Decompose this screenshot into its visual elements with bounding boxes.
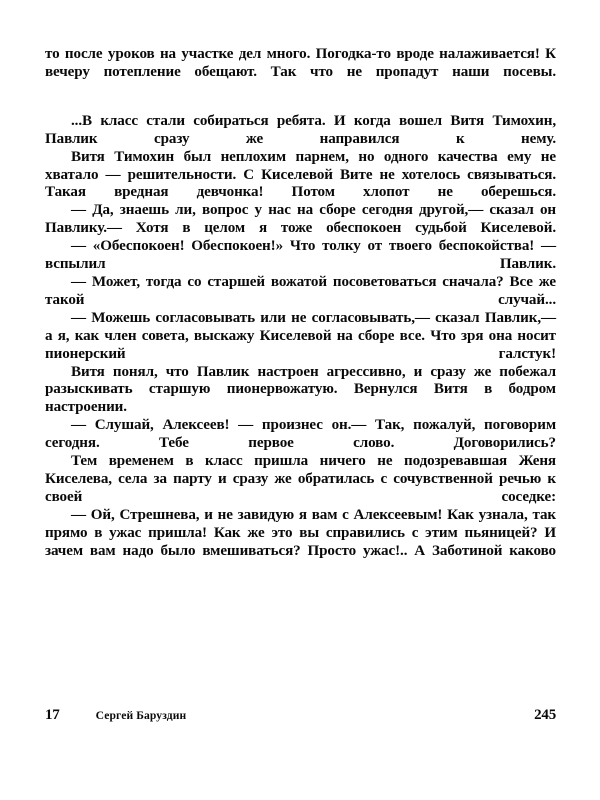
page-footer <box>45 707 556 731</box>
scene-break-spacer <box>45 82 556 113</box>
paragraph: — Может, тогда со старшей вожатой посоветоваться сначала? Все же такой случай... <box>45 273 556 308</box>
signature-number: 17 <box>45 707 60 723</box>
paragraph: Витя Тимохин был неплохим парнем, но одного качества ему не хватало — решительности. С Киселевой Вите не хотелось связываться. Такая вредная девчонка! Потом хлопот не оберешься. <box>45 148 556 201</box>
paragraph: Витя понял, что Павлик настроен агрессивно, и сразу же побежал разыскивать старшую пионервожатую. Вернулся Витя в бодром настроении. <box>45 363 556 416</box>
footer-left-group <box>45 707 186 724</box>
paragraph: — «Обеспокоен! Обеспокоен!» Что толку от твоего беспокойства! — вспылил Павлик. <box>45 238 556 273</box>
paragraph: ...В класс стали собираться ребята. И когда вошел Витя Тимохин, Павлик сразу же направился к нему. <box>45 112 556 147</box>
page-number: 245 <box>534 707 556 723</box>
paragraph: — Ой, Стрешнева, и не завидую я вам с Алексеевым! Как узнала, так прямо в ужас пришла! Как же это вы справились с этим пьяницей? И зачем вам надо было вмешиваться? Просто ужас!.. А Заботиной каково <box>45 506 556 559</box>
paragraph: — Да, знаешь ли, вопрос у нас на сборе сегодня другой,— сказал он Павлику.— Хотя в целом я тоже обеспокоен судьбой Киселевой. <box>45 202 556 237</box>
paragraph: то после уроков на участке дел много. Погодка-то вроде налаживается! К вечеру потепление обещают. Так что не пропадут наши посевы. <box>45 46 556 80</box>
paragraph: — Можешь согласовывать или не согласовывать,— сказал Павлик,— а я, как член совета, выскажу Киселевой на сборе все. Что зря она носит пионерский галстук! <box>45 309 556 362</box>
paragraph: — Слушай, Алексеев! — произнес он.— Так, пожалуй, поговорим сегодня. Тебе первое слово. Договорились? <box>45 417 556 452</box>
body-text-block <box>45 46 556 560</box>
running-head-author: Сергей Баруздин <box>95 709 187 722</box>
paragraph: Тем временем в класс пришла ничего не подозревавшая Женя Киселева, села за парту и сразу же обратилась с сочувственной речью к своей соседке: <box>45 453 556 505</box>
